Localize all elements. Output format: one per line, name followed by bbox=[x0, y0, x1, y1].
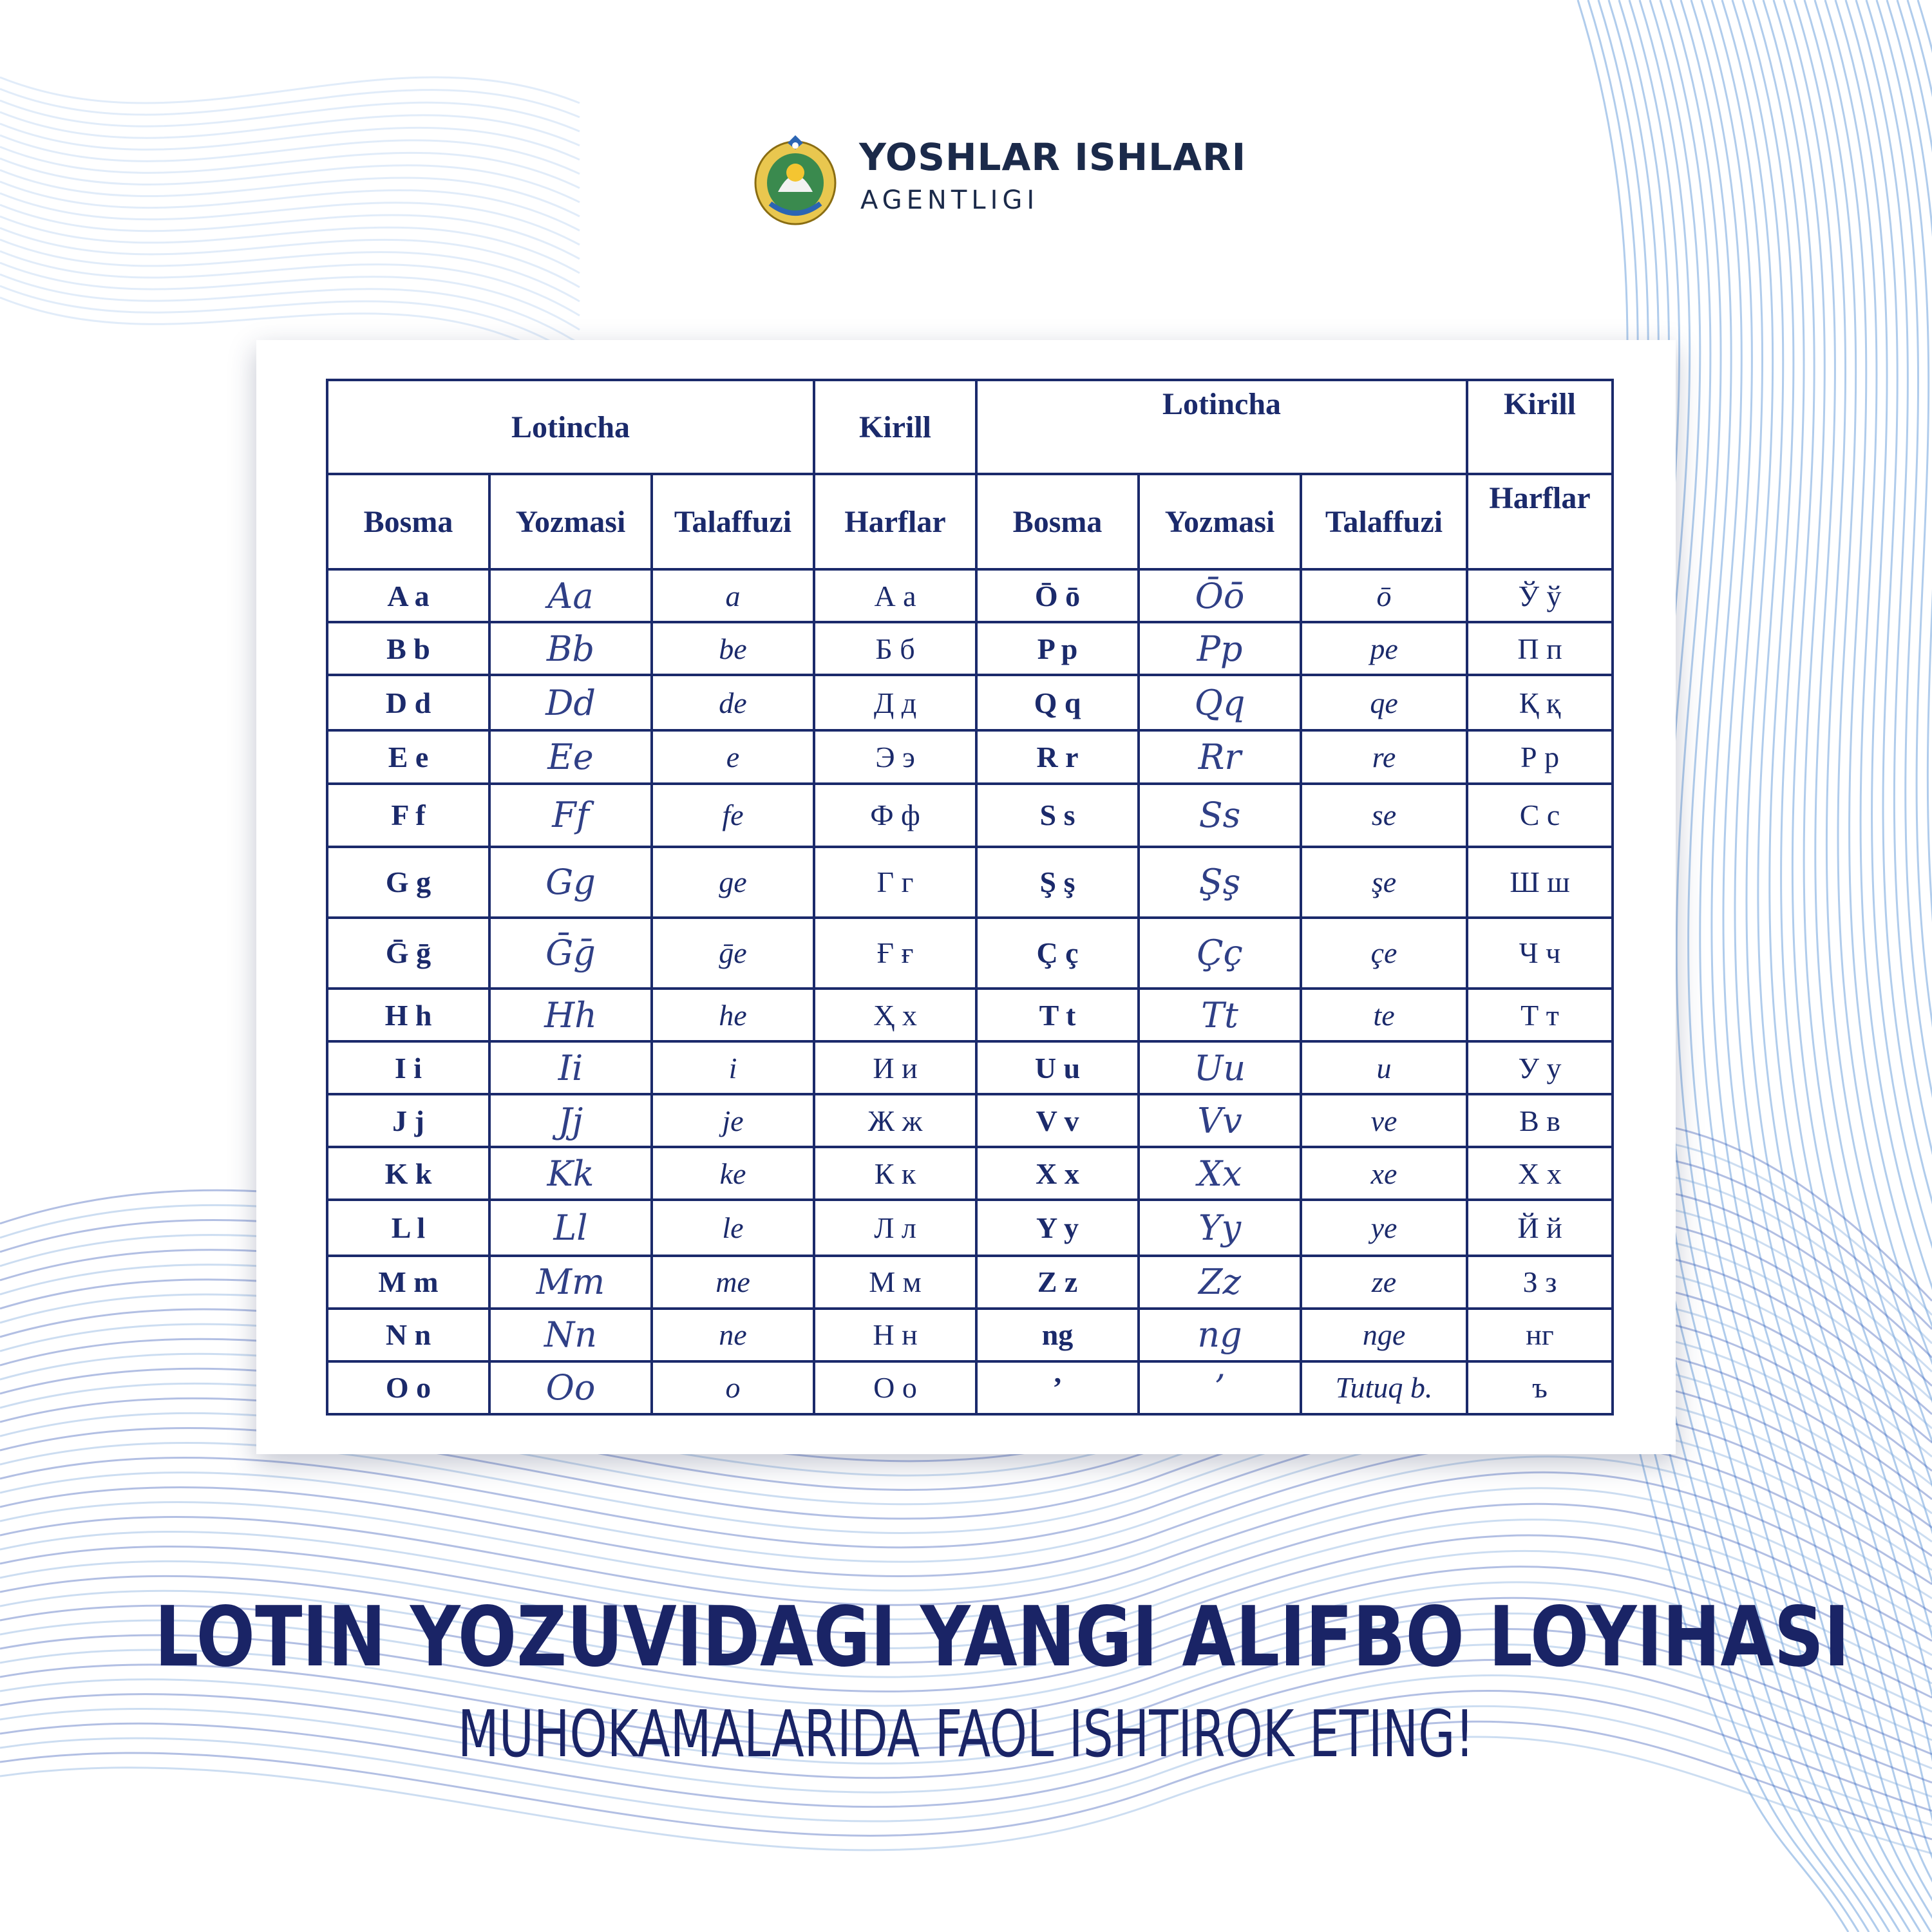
print-letter: N n bbox=[327, 1309, 489, 1361]
print-letter: U u bbox=[976, 1041, 1139, 1094]
print-letter: J j bbox=[327, 1094, 489, 1147]
alphabet-row bbox=[327, 1200, 1613, 1255]
cyrillic-letter: М м bbox=[814, 1256, 976, 1309]
script-letter: Ḡḡ bbox=[489, 918, 652, 989]
script-letter: Aa bbox=[489, 569, 652, 622]
script-letter: Ff bbox=[489, 784, 652, 847]
subheadline: MUHOKAMALARIDA FAOL ISHTIROK ETING! bbox=[457, 1696, 1475, 1772]
script-letter: Uu bbox=[1139, 1041, 1301, 1094]
pronunciation: qe bbox=[1301, 675, 1467, 730]
pronunciation: de bbox=[652, 675, 814, 730]
print-letter: I i bbox=[327, 1041, 489, 1094]
print-letter: R r bbox=[976, 730, 1139, 783]
pronunciation: ō bbox=[1301, 569, 1467, 622]
print-letter: Q q bbox=[976, 675, 1139, 730]
alphabet-row bbox=[327, 784, 1613, 847]
org-name-line2: AGENTLIGI bbox=[860, 185, 1039, 215]
script-letter: Ii bbox=[489, 1041, 652, 1094]
pronunciation: fe bbox=[652, 784, 814, 847]
cyrillic-letter: Ч ч bbox=[1467, 918, 1613, 989]
column-header: Yozmasi bbox=[489, 474, 652, 569]
script-letter: Oo bbox=[489, 1361, 652, 1414]
group-header-kirill-right: Kirill bbox=[1467, 380, 1613, 474]
pronunciation: u bbox=[1301, 1041, 1467, 1094]
alphabet-row bbox=[327, 1256, 1613, 1309]
print-letter: P p bbox=[976, 622, 1139, 675]
pronunciation: ve bbox=[1301, 1094, 1467, 1147]
wave-line bbox=[0, 147, 580, 188]
script-letter: Çç bbox=[1139, 918, 1301, 989]
print-letter: A a bbox=[327, 569, 489, 622]
script-letter: Hh bbox=[489, 989, 652, 1041]
pronunciation: je bbox=[652, 1094, 814, 1147]
script-letter: Ōō bbox=[1139, 569, 1301, 622]
column-header: Yozmasi bbox=[1139, 474, 1301, 569]
pronunciation: e bbox=[652, 730, 814, 783]
cyrillic-letter: Т т bbox=[1467, 989, 1613, 1041]
cyrillic-letter: Н н bbox=[814, 1309, 976, 1361]
script-letter: Gg bbox=[489, 847, 652, 918]
cyrillic-letter: Й й bbox=[1467, 1200, 1613, 1255]
wave-line bbox=[0, 89, 580, 117]
pronunciation: me bbox=[652, 1256, 814, 1309]
group-header-row bbox=[327, 380, 1613, 474]
print-letter: V v bbox=[976, 1094, 1139, 1147]
print-letter: B b bbox=[327, 622, 489, 675]
wave-line bbox=[0, 77, 580, 103]
pronunciation: re bbox=[1301, 730, 1467, 783]
group-header-kirill-left: Kirill bbox=[814, 380, 976, 474]
cyrillic-letter: Қ қ bbox=[1467, 675, 1613, 730]
state-emblem-icon bbox=[752, 133, 838, 227]
print-letter: E e bbox=[327, 730, 489, 783]
cyrillic-letter: Ф ф bbox=[814, 784, 976, 847]
pronunciation: te bbox=[1301, 989, 1467, 1041]
cyrillic-letter: Ҳ х bbox=[814, 989, 976, 1041]
script-letter: Ee bbox=[489, 730, 652, 783]
print-letter: Ş ş bbox=[976, 847, 1139, 918]
pronunciation: ye bbox=[1301, 1200, 1467, 1255]
cyrillic-letter: ъ bbox=[1467, 1361, 1613, 1414]
agency-logo bbox=[752, 129, 1247, 232]
cyrillic-letter: И и bbox=[814, 1041, 976, 1094]
script-letter: Tt bbox=[1139, 989, 1301, 1041]
cyrillic-letter: Э э bbox=[814, 730, 976, 783]
column-header: Talaffuzi bbox=[652, 474, 814, 569]
alphabet-row bbox=[327, 1147, 1613, 1200]
script-letter: Vv bbox=[1139, 1094, 1301, 1147]
pronunciation: a bbox=[652, 569, 814, 622]
group-header-lotincha-left: Lotincha bbox=[327, 380, 814, 474]
cyrillic-letter: Х х bbox=[1467, 1147, 1613, 1200]
alphabet-row bbox=[327, 622, 1613, 675]
print-letter: O o bbox=[327, 1361, 489, 1414]
pronunciation: se bbox=[1301, 784, 1467, 847]
alphabet-row bbox=[327, 989, 1613, 1041]
script-letter: Nn bbox=[489, 1309, 652, 1361]
print-letter: Z z bbox=[976, 1256, 1139, 1309]
script-letter: Kk bbox=[489, 1147, 652, 1200]
cyrillic-letter: Ғ ғ bbox=[814, 918, 976, 989]
script-letter: ng bbox=[1139, 1309, 1301, 1361]
print-letter: X x bbox=[976, 1147, 1139, 1200]
cyrillic-letter: К к bbox=[814, 1147, 976, 1200]
wave-line bbox=[0, 158, 580, 202]
column-header: Bosma bbox=[327, 474, 489, 569]
pronunciation: i bbox=[652, 1041, 814, 1094]
script-letter: Dd bbox=[489, 675, 652, 730]
print-letter: M m bbox=[327, 1256, 489, 1309]
script-letter: Şş bbox=[1139, 847, 1301, 918]
wave-line bbox=[0, 251, 580, 316]
pronunciation: le bbox=[652, 1200, 814, 1255]
cyrillic-letter: П п bbox=[1467, 622, 1613, 675]
headline: LOTIN YOZUVIDAGI YANGI ALIFBO LOYIHASI bbox=[155, 1589, 1850, 1685]
pronunciation: ḡe bbox=[652, 918, 814, 989]
cyrillic-letter: Ш ш bbox=[1467, 847, 1613, 918]
cyrillic-letter: Р р bbox=[1467, 730, 1613, 783]
wave-line bbox=[1908, 0, 1932, 1932]
pronunciation: xe bbox=[1301, 1147, 1467, 1200]
alphabet-row bbox=[327, 1361, 1613, 1414]
cyrillic-letter: У у bbox=[1467, 1041, 1613, 1094]
print-letter: D d bbox=[327, 675, 489, 730]
script-letter: Rr bbox=[1139, 730, 1301, 783]
pronunciation: o bbox=[652, 1361, 814, 1414]
pronunciation: ze bbox=[1301, 1256, 1467, 1309]
print-letter: ng bbox=[976, 1309, 1139, 1361]
script-letter: Jj bbox=[489, 1094, 652, 1147]
wave-line bbox=[0, 124, 580, 160]
script-letter: Ss bbox=[1139, 784, 1301, 847]
cyrillic-letter: Ж ж bbox=[814, 1094, 976, 1147]
wave-line bbox=[0, 182, 580, 231]
cyrillic-letter: Г г bbox=[814, 847, 976, 918]
column-header: Bosma bbox=[976, 474, 1139, 569]
column-header: Harflar bbox=[814, 474, 976, 569]
wave-line bbox=[1856, 0, 1932, 1932]
pronunciation: ge bbox=[652, 847, 814, 918]
pronunciation: ne bbox=[652, 1309, 814, 1361]
script-letter: Pp bbox=[1139, 622, 1301, 675]
pronunciation: şe bbox=[1301, 847, 1467, 918]
alphabet-row bbox=[327, 1094, 1613, 1147]
cyrillic-letter: О о bbox=[814, 1361, 976, 1414]
pronunciation: ke bbox=[652, 1147, 814, 1200]
alphabet-table bbox=[326, 379, 1614, 1416]
script-letter: Ll bbox=[489, 1200, 652, 1255]
cyrillic-letter: С с bbox=[1467, 784, 1613, 847]
wave-line bbox=[0, 193, 580, 245]
column-header: Talaffuzi bbox=[1301, 474, 1467, 569]
print-letter: H h bbox=[327, 989, 489, 1041]
column-header-row bbox=[327, 474, 1613, 569]
script-letter: Yy bbox=[1139, 1200, 1301, 1255]
print-letter: Ç ç bbox=[976, 918, 1139, 989]
alphabet-row bbox=[327, 1309, 1613, 1361]
cyrillic-letter: Д д bbox=[814, 675, 976, 730]
org-name-line1: YOSHLAR ISHLARI bbox=[859, 135, 1247, 179]
print-letter: G g bbox=[327, 847, 489, 918]
wave-line bbox=[1866, 0, 1932, 1932]
alphabet-row bbox=[327, 730, 1613, 783]
group-header-lotincha-right: Lotincha bbox=[976, 380, 1467, 474]
alphabet-rows bbox=[327, 569, 1613, 1414]
cyrillic-letter: Л л bbox=[814, 1200, 976, 1255]
pronunciation: pe bbox=[1301, 622, 1467, 675]
script-letter: Bb bbox=[489, 622, 652, 675]
pronunciation: be bbox=[652, 622, 814, 675]
print-letter: L l bbox=[327, 1200, 489, 1255]
cyrillic-letter: нг bbox=[1467, 1309, 1613, 1361]
alphabet-row bbox=[327, 569, 1613, 622]
alphabet-row bbox=[327, 675, 1613, 730]
alphabet-row bbox=[327, 918, 1613, 989]
cyrillic-letter: З з bbox=[1467, 1256, 1613, 1309]
print-letter: S s bbox=[976, 784, 1139, 847]
alphabet-row bbox=[327, 1041, 1613, 1094]
print-letter: Y y bbox=[976, 1200, 1139, 1255]
script-letter: Xx bbox=[1139, 1147, 1301, 1200]
column-header: Harflar bbox=[1467, 474, 1613, 569]
print-letter: K k bbox=[327, 1147, 489, 1200]
print-letter: Ḡ ḡ bbox=[327, 918, 489, 989]
cyrillic-letter: Ў ў bbox=[1467, 569, 1613, 622]
print-letter: T t bbox=[976, 989, 1139, 1041]
script-letter: Zz bbox=[1139, 1256, 1301, 1309]
pronunciation: Tutuq b. bbox=[1301, 1361, 1467, 1414]
pronunciation: çe bbox=[1301, 918, 1467, 989]
cyrillic-letter: В в bbox=[1467, 1094, 1613, 1147]
alphabet-card bbox=[256, 340, 1676, 1454]
script-letter: Mm bbox=[489, 1256, 652, 1309]
cyrillic-letter: Б б bbox=[814, 622, 976, 675]
print-letter: ’ bbox=[976, 1361, 1139, 1414]
print-letter: Ō ō bbox=[976, 569, 1139, 622]
alphabet-row bbox=[327, 847, 1613, 918]
pronunciation: he bbox=[652, 989, 814, 1041]
pronunciation: nge bbox=[1301, 1309, 1467, 1361]
script-letter: Qq bbox=[1139, 675, 1301, 730]
wave-line bbox=[0, 112, 580, 146]
print-letter: F f bbox=[327, 784, 489, 847]
script-letter: ’ bbox=[1139, 1361, 1301, 1414]
cyrillic-letter: А а bbox=[814, 569, 976, 622]
